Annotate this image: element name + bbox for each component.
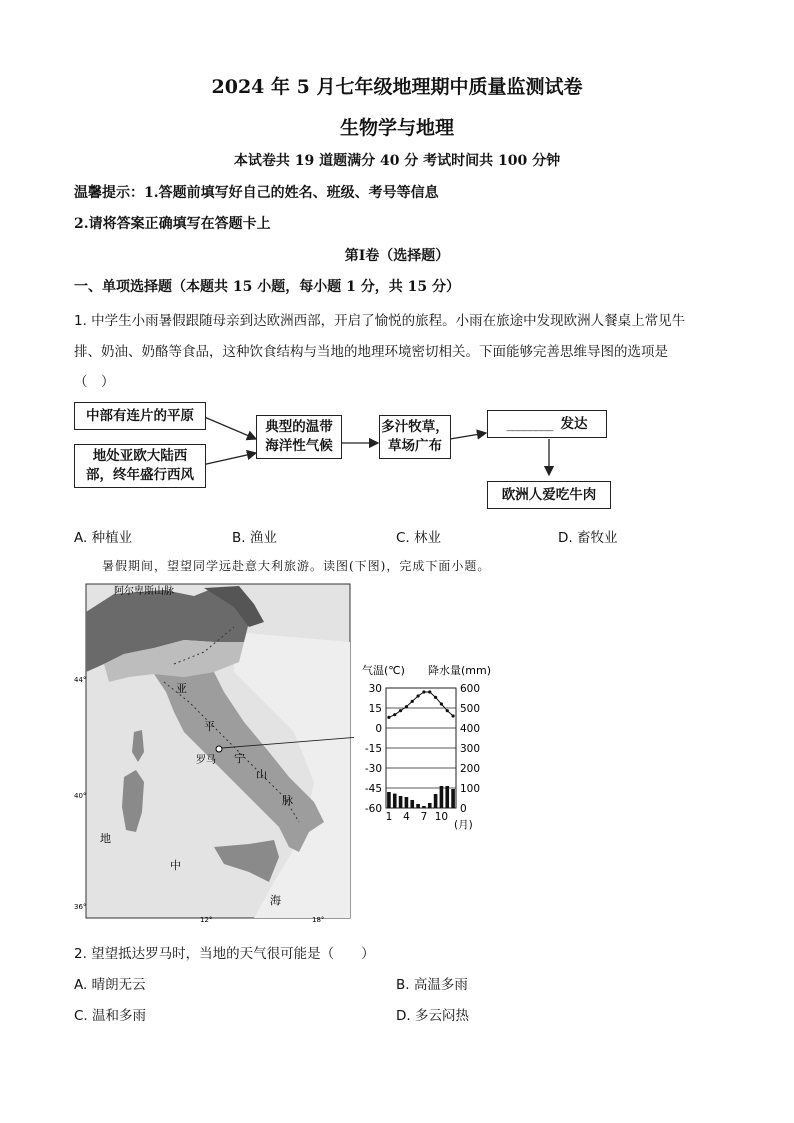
q1-stem-line3: （ ） xyxy=(74,374,115,390)
chart-precip-bar xyxy=(393,794,397,808)
q2-option-a[interactable]: A. 晴朗无云 xyxy=(74,977,146,993)
flow-box-climate-line2: 海洋性气候 xyxy=(265,438,333,454)
chart-precip-bar xyxy=(416,804,420,808)
chart-temp-point xyxy=(387,716,390,719)
chart-ytick-right: 400 xyxy=(460,723,481,735)
volume-title: 第Ⅰ卷（选择题） xyxy=(344,248,450,264)
chart-temp-point xyxy=(393,713,396,716)
chart-ytick-right: 0 xyxy=(460,803,467,815)
label-zhong: 中 xyxy=(170,859,181,872)
label-ping: 平 xyxy=(204,720,215,733)
chart-temp-point xyxy=(422,690,425,693)
q1-stem-line2: 排、奶油、奶酪等食品，这种饮食结构与当地的地理环境密切相关。下面能够完善思维导图的选项是 xyxy=(74,344,668,360)
chart-xtick: 4 xyxy=(403,811,410,823)
q1-option-a[interactable]: A. 种植业 xyxy=(74,530,133,546)
label-rome: 罗马 xyxy=(196,755,216,766)
chart-precip-bar xyxy=(410,800,414,808)
q2-option-c[interactable]: C. 温和多雨 xyxy=(74,1008,147,1024)
chart-ytick-right: 100 xyxy=(460,783,481,795)
chart-ytick-right: 600 xyxy=(460,683,481,695)
rome-dot xyxy=(216,746,222,752)
chart-precip-bar xyxy=(445,786,449,808)
chart-ytick-right: 500 xyxy=(460,703,481,715)
chart-ytick-left: -60 xyxy=(364,803,382,815)
exam-title: 2024 年 5 月七年级地理期中质量监测试卷 xyxy=(211,76,583,98)
chart-temp-point xyxy=(411,700,414,703)
passage-intro: 暑假期间，望望同学远赴意大利旅游。读图(下图)，完成下面小题。 xyxy=(102,559,491,573)
flow-box-industry-text: 发达 xyxy=(560,415,588,432)
q1-option-d[interactable]: D. 畜牧业 xyxy=(558,530,618,546)
italy-map xyxy=(74,582,354,922)
chart-precip-bar xyxy=(434,794,438,808)
label-hai: 海 xyxy=(270,894,281,907)
flow-box-beef xyxy=(487,481,611,509)
chart-precip-bar xyxy=(451,789,455,808)
chart-x-unit: (月) xyxy=(454,819,473,831)
flow-box-industry xyxy=(487,410,607,438)
flow-box-climate xyxy=(256,415,342,459)
flow-blank: ________ xyxy=(506,415,553,432)
arrow-4 xyxy=(450,433,486,439)
chart-precip-bar xyxy=(399,796,403,808)
flow-box-climate-line1: 典型的温带 xyxy=(265,419,333,435)
chart-xtick: 1 xyxy=(385,811,393,823)
q1-option-b[interactable]: B. 渔业 xyxy=(232,530,277,546)
flow-box-location-line2: 部，终年盛行西风 xyxy=(86,467,194,483)
chart-ytick-left: 15 xyxy=(368,703,382,715)
chart-temp-point xyxy=(428,690,431,693)
chart-ytick-right: 200 xyxy=(460,763,481,775)
chart-precip-bar xyxy=(440,786,444,808)
chart-temp-point xyxy=(405,705,408,708)
chart-temp-line xyxy=(389,692,453,717)
chart-xtick: 7 xyxy=(420,811,428,823)
q2-option-b[interactable]: B. 高温多雨 xyxy=(396,977,468,993)
chart-temp-point xyxy=(434,696,437,699)
chart-ytick-left: -30 xyxy=(364,763,382,775)
chart-ylabel-left: 气温(℃) xyxy=(362,664,405,677)
q1-stem-line1: 1. 中学生小雨暑假跟随母亲到达欧洲西部，开启了愉悦的旅程。小雨在旅途中发现欧洲人餐桌上常见牛 xyxy=(74,313,686,329)
lon-12: 12° xyxy=(200,916,213,922)
arrow-1 xyxy=(202,416,256,439)
climate-chart xyxy=(350,660,510,835)
chart-ytick-right: 300 xyxy=(460,743,481,755)
flow-box-pasture xyxy=(379,415,451,459)
flow-box-location xyxy=(74,444,206,488)
flow-box-plain xyxy=(74,402,206,430)
chart-xtick: 10 xyxy=(434,811,449,823)
lat-36: 36° xyxy=(74,903,87,911)
chart-ytick-left: -15 xyxy=(364,743,382,755)
q2-stem: 2. 望望抵达罗马时，当地的天气很可能是（ ） xyxy=(74,946,375,962)
chart-precip-bar xyxy=(405,797,409,808)
label-mai: 脉 xyxy=(282,794,293,807)
label-shan: 山 xyxy=(256,768,267,781)
arrow-2 xyxy=(202,453,256,465)
lat-44: 44° xyxy=(74,676,87,684)
label-alps: 阿尔卑斯山脉 xyxy=(114,586,174,597)
label-ning: 宁 xyxy=(234,752,245,765)
q2-option-d[interactable]: D. 多云闷热 xyxy=(396,1008,469,1024)
chart-temp-point xyxy=(446,709,449,712)
flow-box-beef-text: 欧洲人爱吃牛肉 xyxy=(501,486,597,503)
q1-option-c[interactable]: C. 林业 xyxy=(396,530,442,546)
chart-precip-bar xyxy=(387,792,391,808)
label-di: 地 xyxy=(100,832,111,845)
chart-plot xyxy=(365,683,480,831)
chart-temp-point xyxy=(440,702,443,705)
flow-box-plain-text: 中部有连片的平原 xyxy=(86,407,194,424)
flow-box-location-line1: 地处亚欧大陆西 xyxy=(92,448,188,464)
tip-line-1: 温馨提示：1.答题前填写好自己的姓名、班级、考号等信息 xyxy=(74,185,439,201)
chart-ylabel-right: 降水量(mm) xyxy=(428,664,492,677)
exam-subtitle: 生物学与地理 xyxy=(339,117,454,139)
chart-temp-point xyxy=(399,709,402,712)
exam-info: 本试卷共 19 道题满分 40 分 考试时间共 100 分钟 xyxy=(233,153,561,169)
chart-precip-bar xyxy=(422,806,426,808)
lon-18: 18° xyxy=(312,916,325,922)
label-ya: 亚 xyxy=(176,682,187,695)
part-title: 一、单项选择题（本题共 15 小题，每小题 1 分，共 15 分） xyxy=(74,279,460,295)
chart-ytick-left: -45 xyxy=(364,783,382,795)
chart-temp-point xyxy=(451,714,454,717)
flow-box-pasture-line2: 草场广布 xyxy=(388,438,442,454)
chart-temp-point xyxy=(416,694,419,697)
flow-box-pasture-line1: 多汁牧草， xyxy=(381,419,449,435)
chart-precip-bar xyxy=(428,803,432,808)
lat-40: 40° xyxy=(74,792,87,800)
chart-ytick-left: 0 xyxy=(375,723,382,735)
tip-line-2: 2.请将答案正确填写在答题卡上 xyxy=(74,216,271,232)
chart-ytick-left: 30 xyxy=(368,683,382,695)
